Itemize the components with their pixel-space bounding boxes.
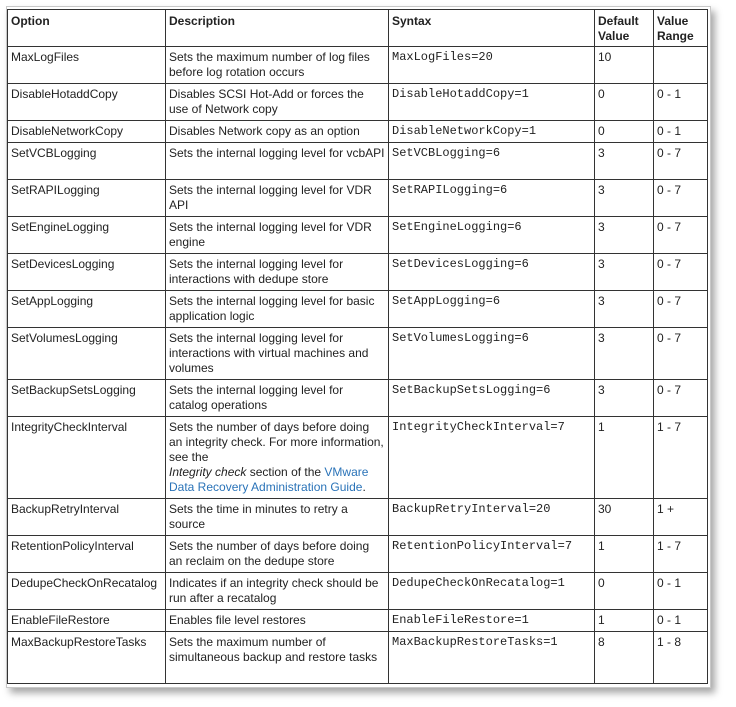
header-syntax: Syntax [389, 10, 595, 47]
value-range-cell: 1 - 7 [654, 417, 708, 499]
option-cell: EnableFileRestore [8, 610, 166, 632]
table-row [8, 499, 708, 536]
table-row [8, 254, 708, 291]
header-option: Option [8, 10, 166, 47]
syntax-cell: SetRAPILogging=6 [389, 180, 595, 217]
option-cell: BackupRetryInterval [8, 499, 166, 536]
default-value-cell: 0 [595, 84, 654, 121]
default-value-cell: 30 [595, 499, 654, 536]
value-range-cell: 0 - 7 [654, 217, 708, 254]
value-range-cell: 0 - 1 [654, 84, 708, 121]
description-cell: Disables Network copy as an option [166, 121, 389, 143]
option-cell: SetVolumesLogging [8, 328, 166, 380]
value-range-cell [654, 47, 708, 84]
value-range-cell: 1 - 7 [654, 536, 708, 573]
description-cell: Sets the maximum number of simultaneous backup and restore tasks [166, 632, 389, 684]
description-cell: Sets the internal logging level for interactions with virtual machines and volumes [166, 328, 389, 380]
option-cell: MaxLogFiles [8, 47, 166, 84]
description-cell: Sets the internal logging level for interactions with dedupe store [166, 254, 389, 291]
syntax-cell: BackupRetryInterval=20 [389, 499, 595, 536]
option-cell: DedupeCheckOnRecatalog [8, 573, 166, 610]
description-cell: Sets the time in minutes to retry a source [166, 499, 389, 536]
option-cell: DisableNetworkCopy [8, 121, 166, 143]
syntax-cell: RetentionPolicyInterval=7 [389, 536, 595, 573]
syntax-cell: DedupeCheckOnRecatalog=1 [389, 573, 595, 610]
value-range-cell: 0 - 7 [654, 291, 708, 328]
description-cell: Sets the internal logging level for basic application logic [166, 291, 389, 328]
default-value-cell: 1 [595, 417, 654, 499]
value-range-cell: 0 - 1 [654, 573, 708, 610]
table-row [8, 380, 708, 417]
syntax-cell: SetBackupSetsLogging=6 [389, 380, 595, 417]
description-text: . [362, 480, 366, 494]
value-range-cell: 0 - 7 [654, 180, 708, 217]
option-cell: SetBackupSetsLogging [8, 380, 166, 417]
default-value-cell: 3 [595, 180, 654, 217]
option-cell: MaxBackupRestoreTasks [8, 632, 166, 684]
description-italic-text: Integrity check [169, 465, 247, 479]
table-row [8, 610, 708, 632]
option-cell: RetentionPolicyInterval [8, 536, 166, 573]
option-cell: IntegrityCheckInterval [8, 417, 166, 499]
option-cell: SetDevicesLogging [8, 254, 166, 291]
default-value-cell: 3 [595, 380, 654, 417]
table-body [8, 47, 708, 684]
syntax-cell: DisableNetworkCopy=1 [389, 121, 595, 143]
value-range-cell: 0 - 1 [654, 610, 708, 632]
description-cell: Sets the number of days before doing an reclaim on the dedupe store [166, 536, 389, 573]
syntax-cell: SetAppLogging=6 [389, 291, 595, 328]
option-cell: SetRAPILogging [8, 180, 166, 217]
value-range-cell: 0 - 1 [654, 121, 708, 143]
header-description: Description [166, 10, 389, 47]
table-row [8, 217, 708, 254]
table-row [8, 47, 708, 84]
admin-guide-link[interactable]: VMware Data Recovery Administration Guide [169, 465, 369, 494]
description-text: Sets the number of days before doing an integrity check. For more information, see the [169, 420, 384, 464]
value-range-cell: 1 - 8 [654, 632, 708, 684]
syntax-cell: SetVCBLogging=6 [389, 143, 595, 180]
description-cell: Disables SCSI Hot-Add or forces the use of Network copy [166, 84, 389, 121]
description-cell: Sets the internal logging level for VDR API [166, 180, 389, 217]
default-value-cell: 3 [595, 254, 654, 291]
syntax-cell: SetEngineLogging=6 [389, 217, 595, 254]
value-range-cell: 0 - 7 [654, 380, 708, 417]
default-value-cell: 10 [595, 47, 654, 84]
description-text: section of the [246, 465, 325, 479]
description-cell: Sets the internal logging level for catalog operations [166, 380, 389, 417]
table-row [8, 328, 708, 380]
description-cell: Sets the internal logging level for vcbAPI [166, 143, 389, 180]
description-cell: Sets the maximum number of log files before log rotation occurs [166, 47, 389, 84]
table-row [8, 291, 708, 328]
option-cell: SetEngineLogging [8, 217, 166, 254]
syntax-cell: DisableHotaddCopy=1 [389, 84, 595, 121]
table-row [8, 121, 708, 143]
syntax-cell: SetVolumesLogging=6 [389, 328, 595, 380]
default-value-cell: 3 [595, 291, 654, 328]
table-row [8, 143, 708, 180]
default-value-cell: 3 [595, 143, 654, 180]
syntax-cell: IntegrityCheckInterval=7 [389, 417, 595, 499]
syntax-cell: SetDevicesLogging=6 [389, 254, 595, 291]
value-range-cell: 0 - 7 [654, 254, 708, 291]
default-value-cell: 3 [595, 217, 654, 254]
value-range-cell: 1 + [654, 499, 708, 536]
default-value-cell: 1 [595, 536, 654, 573]
table-row [8, 417, 708, 499]
option-cell: DisableHotaddCopy [8, 84, 166, 121]
default-value-cell: 1 [595, 610, 654, 632]
default-value-cell: 8 [595, 632, 654, 684]
value-range-cell: 0 - 7 [654, 328, 708, 380]
description-cell: Sets the internal logging level for VDR engine [166, 217, 389, 254]
description-cell: Enables file level restores [166, 610, 389, 632]
table-row [8, 573, 708, 610]
options-table [7, 9, 708, 684]
value-range-cell: 0 - 7 [654, 143, 708, 180]
table-row [8, 84, 708, 121]
header-default-value: Default Value [595, 10, 654, 47]
option-cell: SetVCBLogging [8, 143, 166, 180]
table-row [8, 632, 708, 684]
default-value-cell: 3 [595, 328, 654, 380]
syntax-cell: MaxLogFiles=20 [389, 47, 595, 84]
syntax-cell: EnableFileRestore=1 [389, 610, 595, 632]
default-value-cell: 0 [595, 573, 654, 610]
header-value-range: Value Range [654, 10, 708, 47]
description-cell: Indicates if an integrity check should be run after a recatalog [166, 573, 389, 610]
option-cell: SetAppLogging [8, 291, 166, 328]
table-header-row [8, 10, 708, 47]
default-value-cell: 0 [595, 121, 654, 143]
table-row [8, 536, 708, 573]
description-cell [166, 417, 389, 499]
syntax-cell: MaxBackupRestoreTasks=1 [389, 632, 595, 684]
table-row [8, 180, 708, 217]
